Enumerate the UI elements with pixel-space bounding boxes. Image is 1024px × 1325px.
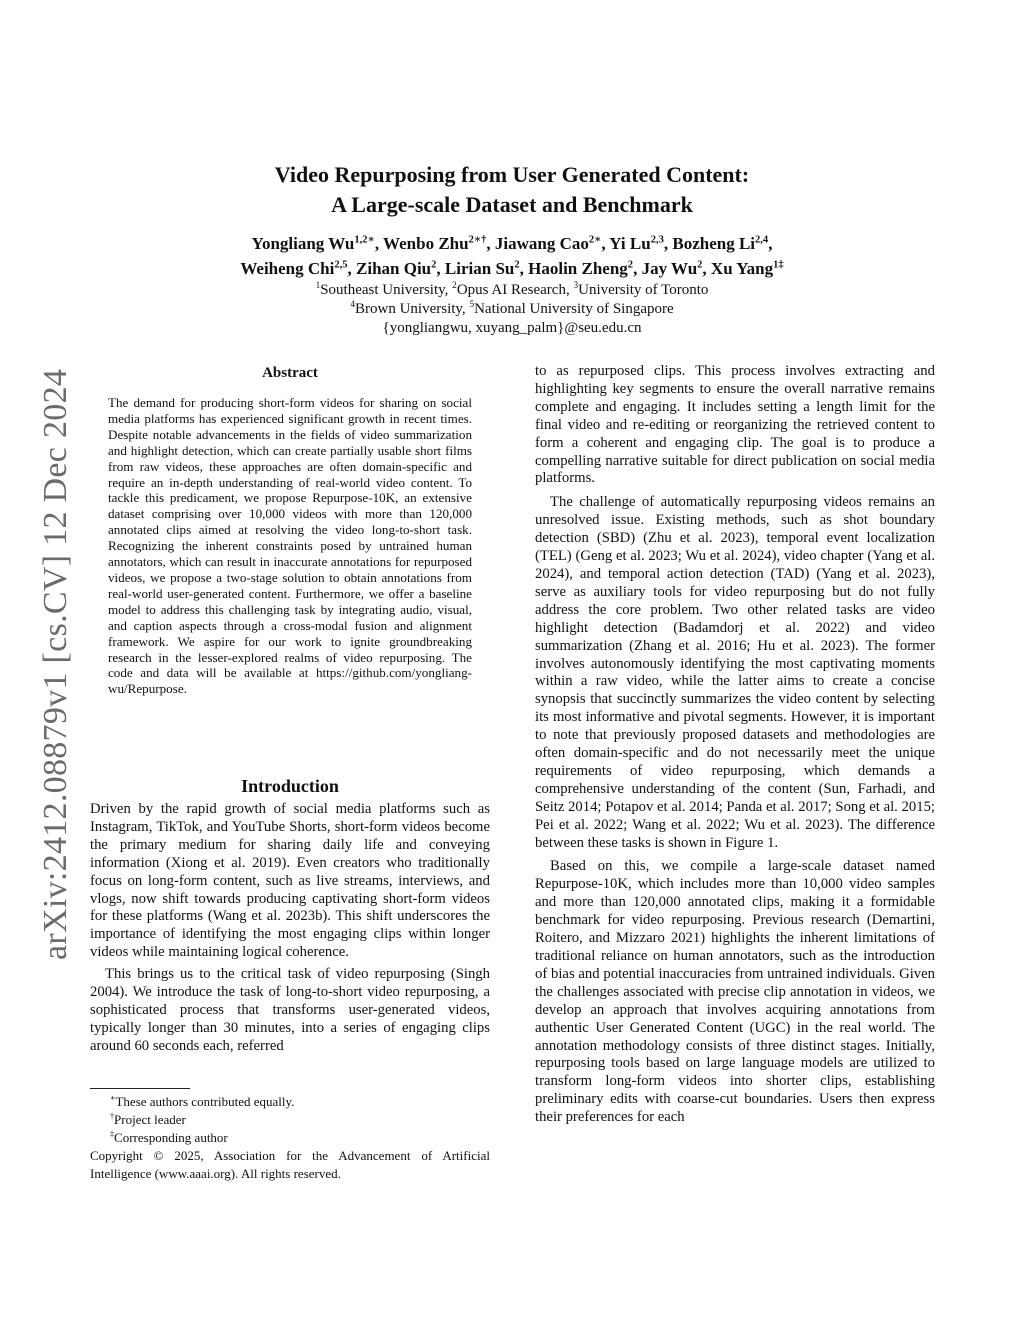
abstract-heading: Abstract (262, 365, 318, 381)
author-name: Yi Lu (609, 234, 651, 253)
author-name: Weiheng Chi (240, 259, 335, 278)
footnote (90, 1111, 490, 1129)
author-affil-mark: 2,5 (334, 259, 348, 271)
footnote-text: Corresponding author (114, 1130, 228, 1145)
affiliation: Brown University, (355, 301, 470, 317)
paper-title (0, 160, 1024, 220)
author-affil-mark: 2∗ (588, 234, 602, 246)
author-name: Bozheng Li (672, 234, 756, 253)
footnote-mark: ‡ (110, 1129, 115, 1139)
author-affil-mark: 1‡ (773, 259, 784, 271)
author-name: Jay Wu (641, 259, 698, 278)
paragraph: Based on this, we compile a large-scale dataset named Repurpose-10K, which includes more than 10,000 video samples and more than 120,000 annotated clips, making it a formidable benchmark for video repurposing. Previous research (Demartini, Roitero, and Mizzaro 2021) highlights the inherent limitations of traditional reliance on human annotators, such as the introduction of bias and potential inaccuracies from untrained individuals. Given the challenges associated with precise clip annotation in videos, we develop an approach that involves acquiring annotations from authentic User Generated Content (UGC) in the real world. The annotation methodology consists of three distinct stages. Initially, repurposing tools based on large language models are utilized to transform long-form videos into shorter clips, establishing preliminary edits with coarse-cut boundaries. Users then express their preferences for each (535, 858, 935, 1126)
author-affil-mark: 2 (627, 259, 634, 271)
footnote (90, 1129, 490, 1147)
author-affil-mark: 2∗† (468, 234, 487, 246)
author-email: {yongliangwu, xuyang_palm}@seu.edu.cn (382, 320, 642, 336)
author-affil-mark: 2,3 (650, 234, 664, 246)
introduction-heading: Introduction (241, 776, 339, 796)
affil-mark: 2 (452, 281, 457, 291)
affiliation-line-2 (0, 300, 1024, 319)
author-name: Lirian Su (444, 259, 515, 278)
affiliation: Southeast University, (320, 282, 453, 298)
author-affil-mark: 2,4 (755, 234, 769, 246)
author-name: Haolin Zheng (528, 259, 628, 278)
footnote-text: These authors contributed equally. (115, 1094, 295, 1109)
affil-mark: 1 (315, 281, 321, 291)
author-affil-mark: 2 (514, 259, 520, 271)
paragraph: to as repurposed clips. This process involves extracting and highlighting key segments to ensure the overall narrative remains complete and engaging. It includes setting a length limit for the final video and re-editing or reorganizing the retrieved content to form a coherent and engaging clip. The goal is to produce a compelling narrative suitable for direct publication on social media platforms. (535, 363, 935, 487)
footnote-rule (90, 1088, 190, 1089)
paragraph: This brings us to the critical task of video repurposing (Singh 2004). We introduce the task of long-to-short video repurposing, a sophisticated process that transforms user-generated videos, typically longer than 30 minutes, into a series of engaging clips around 60 seconds each, referred (90, 966, 490, 1054)
arxiv-identifier: arXiv:2412.08879v1 [cs.CV] 12 Dec 2024 (37, 368, 74, 960)
affil-mark: 3 (573, 281, 579, 291)
affiliation: Opus AI Research, (456, 282, 574, 298)
author-affil-mark: 1,2∗ (354, 234, 375, 246)
abstract-text: The demand for producing short-form videos for sharing on social media platforms has experienced significant growth in recent times. Despite notable advancements in the fields of video summarization and highlight detection, which can create partially usable short films from raw videos, these approaches are often domain-specific and require an in-depth understanding of real-world video content. To tackle this predicament, we propose Repurpose-10K, an extensive dataset comprising over 10,000 videos with more than 120,000 annotated clips aimed at resolving the video long-to-short task. Recognizing the inherent constraints posed by untrained human annotators, which can result in inaccurate annotations for repurposed videos, we propose a two-stage solution to obtain annotations from real-world user-generated content. Furthermore, we offer a baseline model to address this challenging task by integrating audio, visual, and caption aspects through a cross-modal fusion and alignment framework. We aspire for our work to ignite groundbreaking research in the lesser-explored realms of video repurposing. The code and data will be available at https://github.com/yongliang-wu/Repurpose. (108, 395, 472, 697)
author-name: Yongliang Wu (251, 234, 355, 253)
author-name: Zihan Qiu (356, 259, 432, 278)
author-affil-mark: 2 (431, 259, 437, 271)
title-line-2: A Large-scale Dataset and Benchmark (331, 192, 693, 217)
author-name: Xu Yang (710, 259, 774, 278)
footnotes (90, 1093, 490, 1183)
author-affil-mark: 2 (697, 259, 703, 271)
left-column (90, 801, 490, 1060)
author-name: Wenbo Zhu (383, 234, 469, 253)
footnote-mark: † (110, 1111, 115, 1121)
affiliation: National University of Singapore (474, 301, 674, 317)
footnote-mark: ∗ (110, 1093, 116, 1103)
affiliations (0, 281, 1024, 338)
affiliation-line-1 (0, 281, 1024, 300)
affil-mark: 5 (469, 300, 475, 310)
affil-mark: 4 (350, 300, 355, 310)
footnote (90, 1093, 490, 1111)
paragraph: The challenge of automatically repurposing videos remains an unresolved issue. Existing methods, such as shot boundary detection (SBD) (Zhu et al. 2023), temporal event localization (TEL) (Geng et al. 2023; Wu et al. 2024), video chapter (Yang et al. 2024), and temporal action detection (TAD) (Yang et al. 2023), serve as auxiliary tools for video repurposing but do not fully address the core problem. Two other related tasks are video highlight detection (Badamdorj et al. 2022) and video summarization (Zhang et al. 2016; Hu et al. 2023). The former involves autonomously identifying the most captivating moments within a raw video, while the latter aims to create a concise synopsis that succinctly summarizes the video content by selecting its most informative and pivotal segments. However, it is important to note that previously proposed datasets and methodologies are often domain-specific and do not necessarily meet the unique requirements of video repurposing, which demands a comprehensive understanding of the content (Sun, Farhadi, and Seitz 2014; Potapov et al. 2014; Panda et al. 2017; Song et al. 2015; Pei et al. 2022; Wang et al. 2022; Wu et al. 2023). The difference between these tasks is shown in Figure 1. (535, 494, 935, 851)
author-list (0, 231, 1024, 281)
title-line-1: Video Repurposing from User Generated Content: (274, 162, 750, 187)
right-column (535, 363, 935, 1133)
affiliation: University of Toronto (578, 282, 709, 298)
author-name: Jiawang Cao (494, 234, 589, 253)
copyright-notice: Copyright © 2025, Association for the Advancement of Artificial Intelligence (www.aaai.org). All rights reserved. (90, 1148, 490, 1181)
author-line-2: Weiheng Chi$^{2,5}$, Zihan Qiu$^2$, Lirian Su$^2$, Haolin Zheng$^2$, Jay Wu$^2$, Xu Yang$^{1\ddagger}$ (240, 259, 784, 278)
footnote-text: Project leader (114, 1112, 186, 1127)
paragraph: Driven by the rapid growth of social media platforms such as Instagram, TikTok, and YouTube Shorts, short-form videos become the primary medium for sharing daily life and conveying information (Xiong et al. 2019). Even creators who traditionally focus on long-form content, such as live streams, interviews, and vlogs, now shift towards producing captivating short-form videos for these platforms (Wang et al. 2023b). This shift underscores the importance of identifying the most engaging clips within longer videos while maintaining logical coherence. (90, 801, 490, 961)
author-line-1: Yongliang $Wu^{1,2∗}$, Wenbo Zhu$^{2∗\dagger}$, Jiawang Cao$^{2∗}$, Yi Lu$^{2,3}$, Bozheng Li$^{2,4}$, (251, 234, 773, 253)
